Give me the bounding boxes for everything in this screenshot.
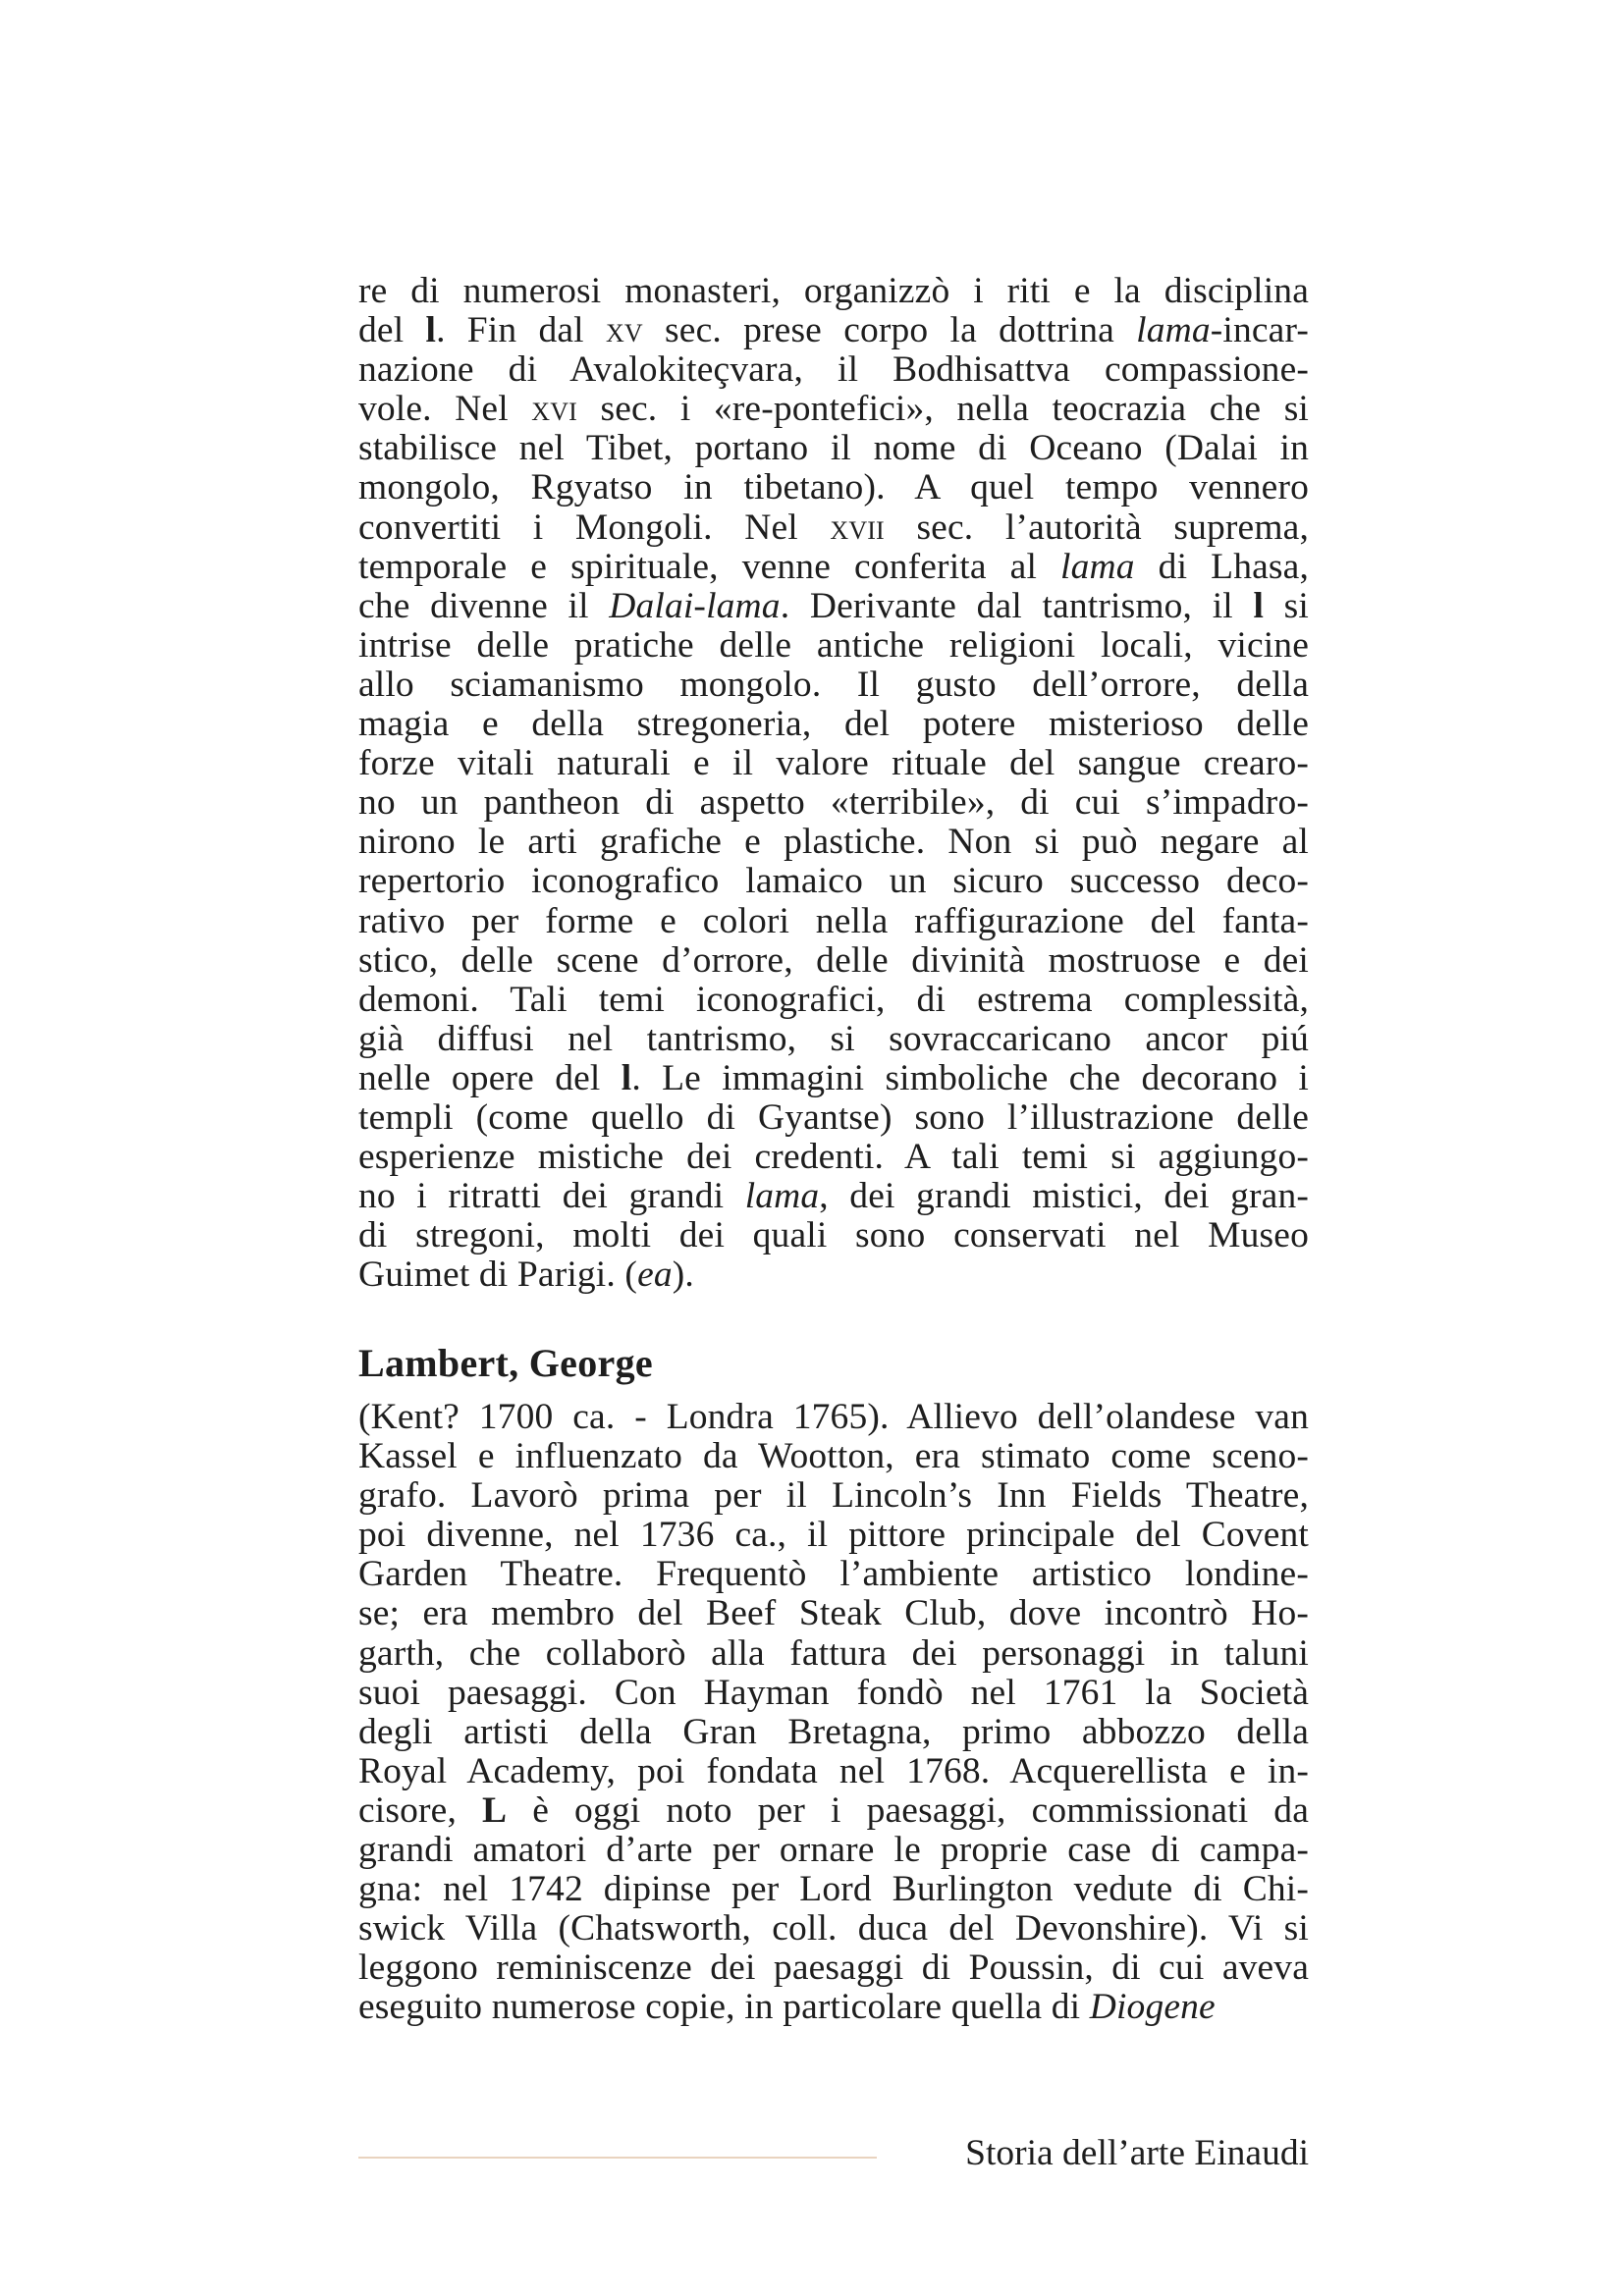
text-line: degli artisti della Gran Bretagna, primo abbozzo della bbox=[358, 1712, 1309, 1752]
text-line: (Kent? 1700 ca. - Londra 1765). Allievo dell’olandese van bbox=[358, 1398, 1309, 1437]
text-line: vole. Nel xvi sec. i «re-pontefici», nella teocrazia che si bbox=[358, 390, 1309, 430]
text-line: poi divenne, nel 1736 ca., il pittore principale del Covent bbox=[358, 1516, 1309, 1556]
text-line: suoi paesaggi. Con Hayman fondò nel 1761 la Società bbox=[358, 1673, 1309, 1713]
text-line: Guimet di Parigi. (ea). bbox=[358, 1255, 694, 1296]
text-line: eseguito numerose copie, in particolare quella di Diogene bbox=[358, 1988, 1216, 2028]
text-line: del l. Fin dal xv sec. prese corpo la dottrina lama-incar- bbox=[358, 311, 1309, 351]
text-line: temporale e spirituale, venne conferita al lama di Lhasa, bbox=[358, 547, 1309, 587]
text-line: di stregoni, molti dei quali sono conservati nel Museo bbox=[358, 1216, 1309, 1256]
text-line: no un pantheon di aspetto «terribile», di cui s’impadro- bbox=[358, 783, 1309, 824]
text-line: stico, delle scene d’orrore, delle divinità mostruose e dei bbox=[358, 940, 1309, 981]
entry-body-text bbox=[358, 1398, 1309, 2028]
entry-body-paragraph bbox=[358, 1398, 1309, 2028]
text-line: Royal Academy, poi fondata nel 1768. Acquerellista e in- bbox=[358, 1751, 1309, 1791]
entry-continued-paragraph bbox=[358, 272, 1309, 1295]
text-line: allo sciamanismo mongolo. Il gusto dell’orrore, della bbox=[358, 665, 1309, 705]
text-line: leggono reminiscenze dei paesaggi di Poussin, di cui aveva bbox=[358, 1949, 1309, 1989]
text-line: repertorio iconografico lamaico un sicuro successo deco- bbox=[358, 862, 1309, 902]
text-line: nazione di Avalokiteçvara, il Bodhisattva compassione- bbox=[358, 350, 1309, 391]
text-line: Garden Theatre. Frequentò l’ambiente artistico londine- bbox=[358, 1555, 1309, 1595]
text-line: re di numerosi monasteri, organizzò i riti e la disciplina bbox=[358, 272, 1309, 311]
text-line: mongolo, Rgyatso in tibetano). A quel tempo vennero bbox=[358, 468, 1309, 508]
text-line: demoni. Tali temi iconografici, di estrema complessità, bbox=[358, 980, 1309, 1020]
footer-rule bbox=[358, 2157, 877, 2159]
text-line: già diffusi nel tantrismo, si sovraccaricano ancor piú bbox=[358, 1019, 1309, 1059]
text-line: cisore, L è oggi noto per i paesaggi, commissionati da bbox=[358, 1790, 1309, 1831]
text-line: che divenne il Dalai-lama. Derivante dal tantrismo, il l si bbox=[358, 586, 1309, 626]
text-line: grafo. Lavorò prima per il Lincoln’s Inn Fields Theatre, bbox=[358, 1476, 1309, 1517]
text-line: swick Villa (Chatsworth, coll. duca del Devonshire). Vi si bbox=[358, 1909, 1309, 1949]
entry-heading: Lambert, George bbox=[358, 1341, 653, 1385]
footer-publication-title: Storia dell’arte Einaudi bbox=[965, 2133, 1309, 2173]
text-line: rativo per forme e colori nella raffigurazione del fanta- bbox=[358, 901, 1309, 941]
text-line: forze vitali naturali e il valore rituale del sangue crearo- bbox=[358, 744, 1309, 784]
text-line: Kassel e influenzato da Wootton, era stimato come sceno- bbox=[358, 1437, 1309, 1477]
text-line: magia e della stregoneria, del potere misterioso delle bbox=[358, 705, 1309, 745]
text-line: nelle opere del l. Le immagini simboliche che decorano i bbox=[358, 1058, 1309, 1098]
text-line: intrise delle pratiche delle antiche religioni locali, vicine bbox=[358, 625, 1309, 666]
text-line: garth, che collaborò alla fattura dei personaggi in taluni bbox=[358, 1633, 1309, 1674]
text-line: grandi amatori d’arte per ornare le proprie case di campa- bbox=[358, 1831, 1309, 1871]
text-line: nirono le arti grafiche e plastiche. Non si può negare al bbox=[358, 823, 1309, 863]
text-line: templi (come quello di Gyantse) sono l’illustrazione delle bbox=[358, 1097, 1309, 1138]
text-line: gna: nel 1742 dipinse per Lord Burlington vedute di Chi- bbox=[358, 1870, 1309, 1910]
text-line: no i ritratti dei grandi lama, dei grandi mistici, dei gran- bbox=[358, 1177, 1309, 1217]
text-line: convertiti i Mongoli. Nel xvii sec. l’autorità suprema, bbox=[358, 507, 1309, 548]
text-line: se; era membro del Beef Steak Club, dove incontrò Ho- bbox=[358, 1594, 1309, 1634]
text-line: stabilisce nel Tibet, portano il nome di Oceano (Dalai in bbox=[358, 429, 1309, 469]
entry-continued-text bbox=[358, 272, 1309, 1295]
text-line: esperienze mistiche dei credenti. A tali temi si aggiungo- bbox=[358, 1138, 1309, 1178]
